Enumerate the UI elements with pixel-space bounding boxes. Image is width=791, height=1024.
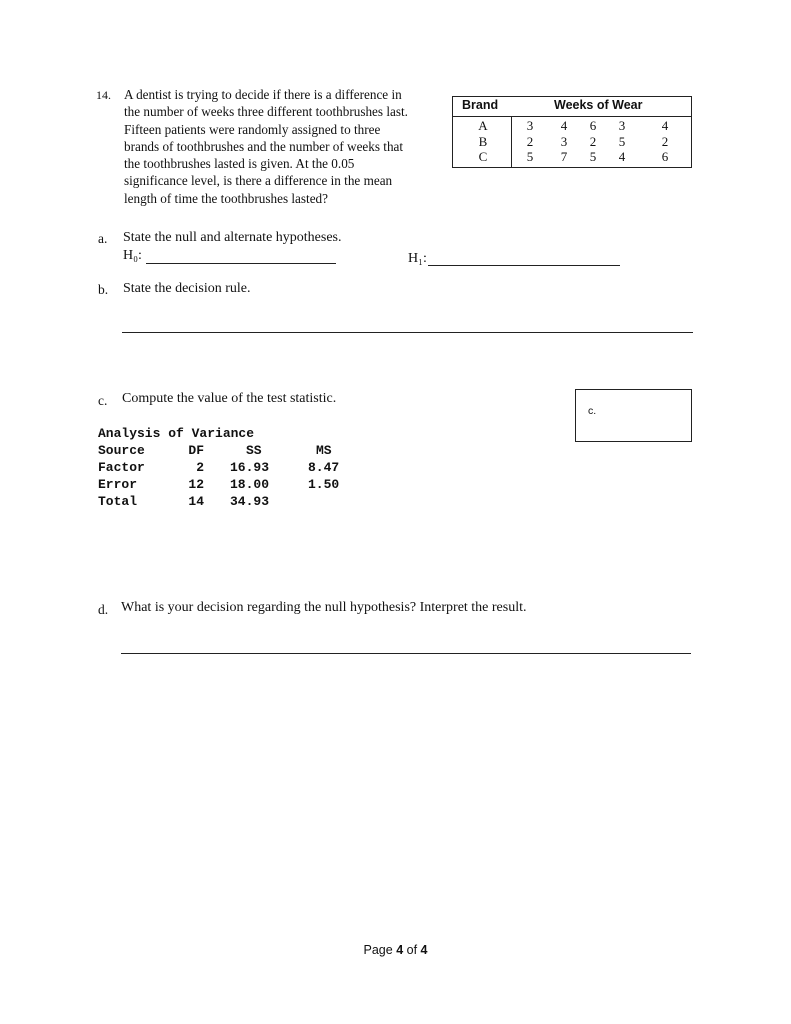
decision-rule-answer-line[interactable] — [122, 332, 693, 333]
anova-df: 12 — [188, 477, 204, 492]
anova-df: 2 — [196, 460, 204, 475]
anova-ss: 16.93 — [230, 460, 270, 475]
anova-ms: 1.50 — [308, 477, 340, 492]
question-text — [124, 86, 434, 207]
anova-header-df: DF — [188, 443, 204, 458]
table-cell: 4 — [560, 118, 568, 133]
anova-header-ss: SS — [246, 443, 262, 458]
h1-label: H₁: — [408, 251, 427, 266]
test-statistic-answer-box[interactable] — [575, 389, 692, 442]
page-footer — [0, 943, 791, 957]
table-cell: 3 — [560, 134, 568, 149]
anova-ms: 8.47 — [308, 460, 340, 475]
current-page: 4 — [396, 943, 404, 957]
part-b-letter: b. — [98, 282, 109, 297]
anova-source: Error — [98, 477, 138, 492]
question-line: the toothbrushes lasted is given. At the 0.05 — [124, 156, 355, 172]
part-c-letter: c. — [98, 393, 108, 408]
decision-answer-line[interactable] — [121, 653, 691, 654]
table-cell: 5 — [618, 134, 626, 149]
anova-ss: 34.93 — [230, 494, 270, 509]
table-cell: 5 — [589, 149, 597, 164]
part-a-prompt: State the null and alternate hypotheses. — [123, 230, 342, 245]
part-d-letter: d. — [98, 602, 109, 617]
part-b-prompt: State the decision rule. — [123, 281, 251, 296]
anova-header-ms: MS — [316, 443, 332, 458]
table-cell: 4 — [661, 118, 669, 133]
total-pages: 4 — [420, 943, 428, 957]
table-cell: 2 — [589, 134, 597, 149]
question-number: 14. — [96, 88, 111, 102]
h0-answer-line[interactable] — [146, 263, 336, 264]
question-line: significance level, is there a difference in the mean — [124, 173, 393, 189]
answer-box-label: c. — [588, 405, 597, 417]
h0-label: H₀: — [123, 248, 142, 263]
anova-ss: 18.00 — [230, 477, 270, 492]
header-brand: Brand — [462, 98, 499, 112]
anova-title: Analysis of Variance — [98, 426, 255, 441]
footer-middle: of — [403, 943, 421, 957]
anova-source: Factor — [98, 460, 145, 475]
brand-cell: A — [478, 118, 488, 133]
table-cell: 2 — [526, 134, 534, 149]
table-cell: 2 — [661, 134, 669, 149]
table-cell: 6 — [661, 149, 669, 164]
h1-answer-line[interactable] — [428, 265, 620, 266]
question-line: A dentist is trying to decide if there is a difference in — [124, 87, 402, 102]
table-cell: 7 — [560, 149, 568, 164]
brand-cell: C — [478, 149, 488, 164]
part-a-letter: a. — [98, 231, 108, 246]
header-weeks-of-wear: Weeks of Wear — [554, 98, 643, 112]
anova-source: Total — [98, 494, 138, 509]
brand-cell: B — [478, 134, 488, 149]
part-c-prompt: Compute the value of the test statistic. — [122, 391, 337, 406]
anova-df: 14 — [188, 494, 204, 509]
table-cell: 4 — [618, 149, 626, 164]
table-cell: 6 — [589, 118, 597, 133]
weeks-of-wear-table — [452, 96, 692, 168]
question-line: the number of weeks three different toothbrushes last. — [124, 104, 408, 120]
question-line: Fifteen patients were randomly assigned to three — [124, 121, 381, 137]
table-header — [453, 97, 691, 117]
anova-header-source: Source — [98, 443, 145, 458]
table-cell: 3 — [526, 118, 534, 133]
part-d-prompt: What is your decision regarding the null hypothesis? Interpret the result. — [121, 600, 527, 615]
table-cell: 3 — [618, 118, 626, 133]
question-line: length of time the toothbrushes lasted? — [124, 190, 328, 206]
column-divider — [511, 116, 512, 167]
table-cell: 5 — [526, 149, 534, 164]
footer-prefix: Page — [363, 943, 397, 957]
question-line: brands of toothbrushes and the number of weeks that — [124, 138, 404, 154]
